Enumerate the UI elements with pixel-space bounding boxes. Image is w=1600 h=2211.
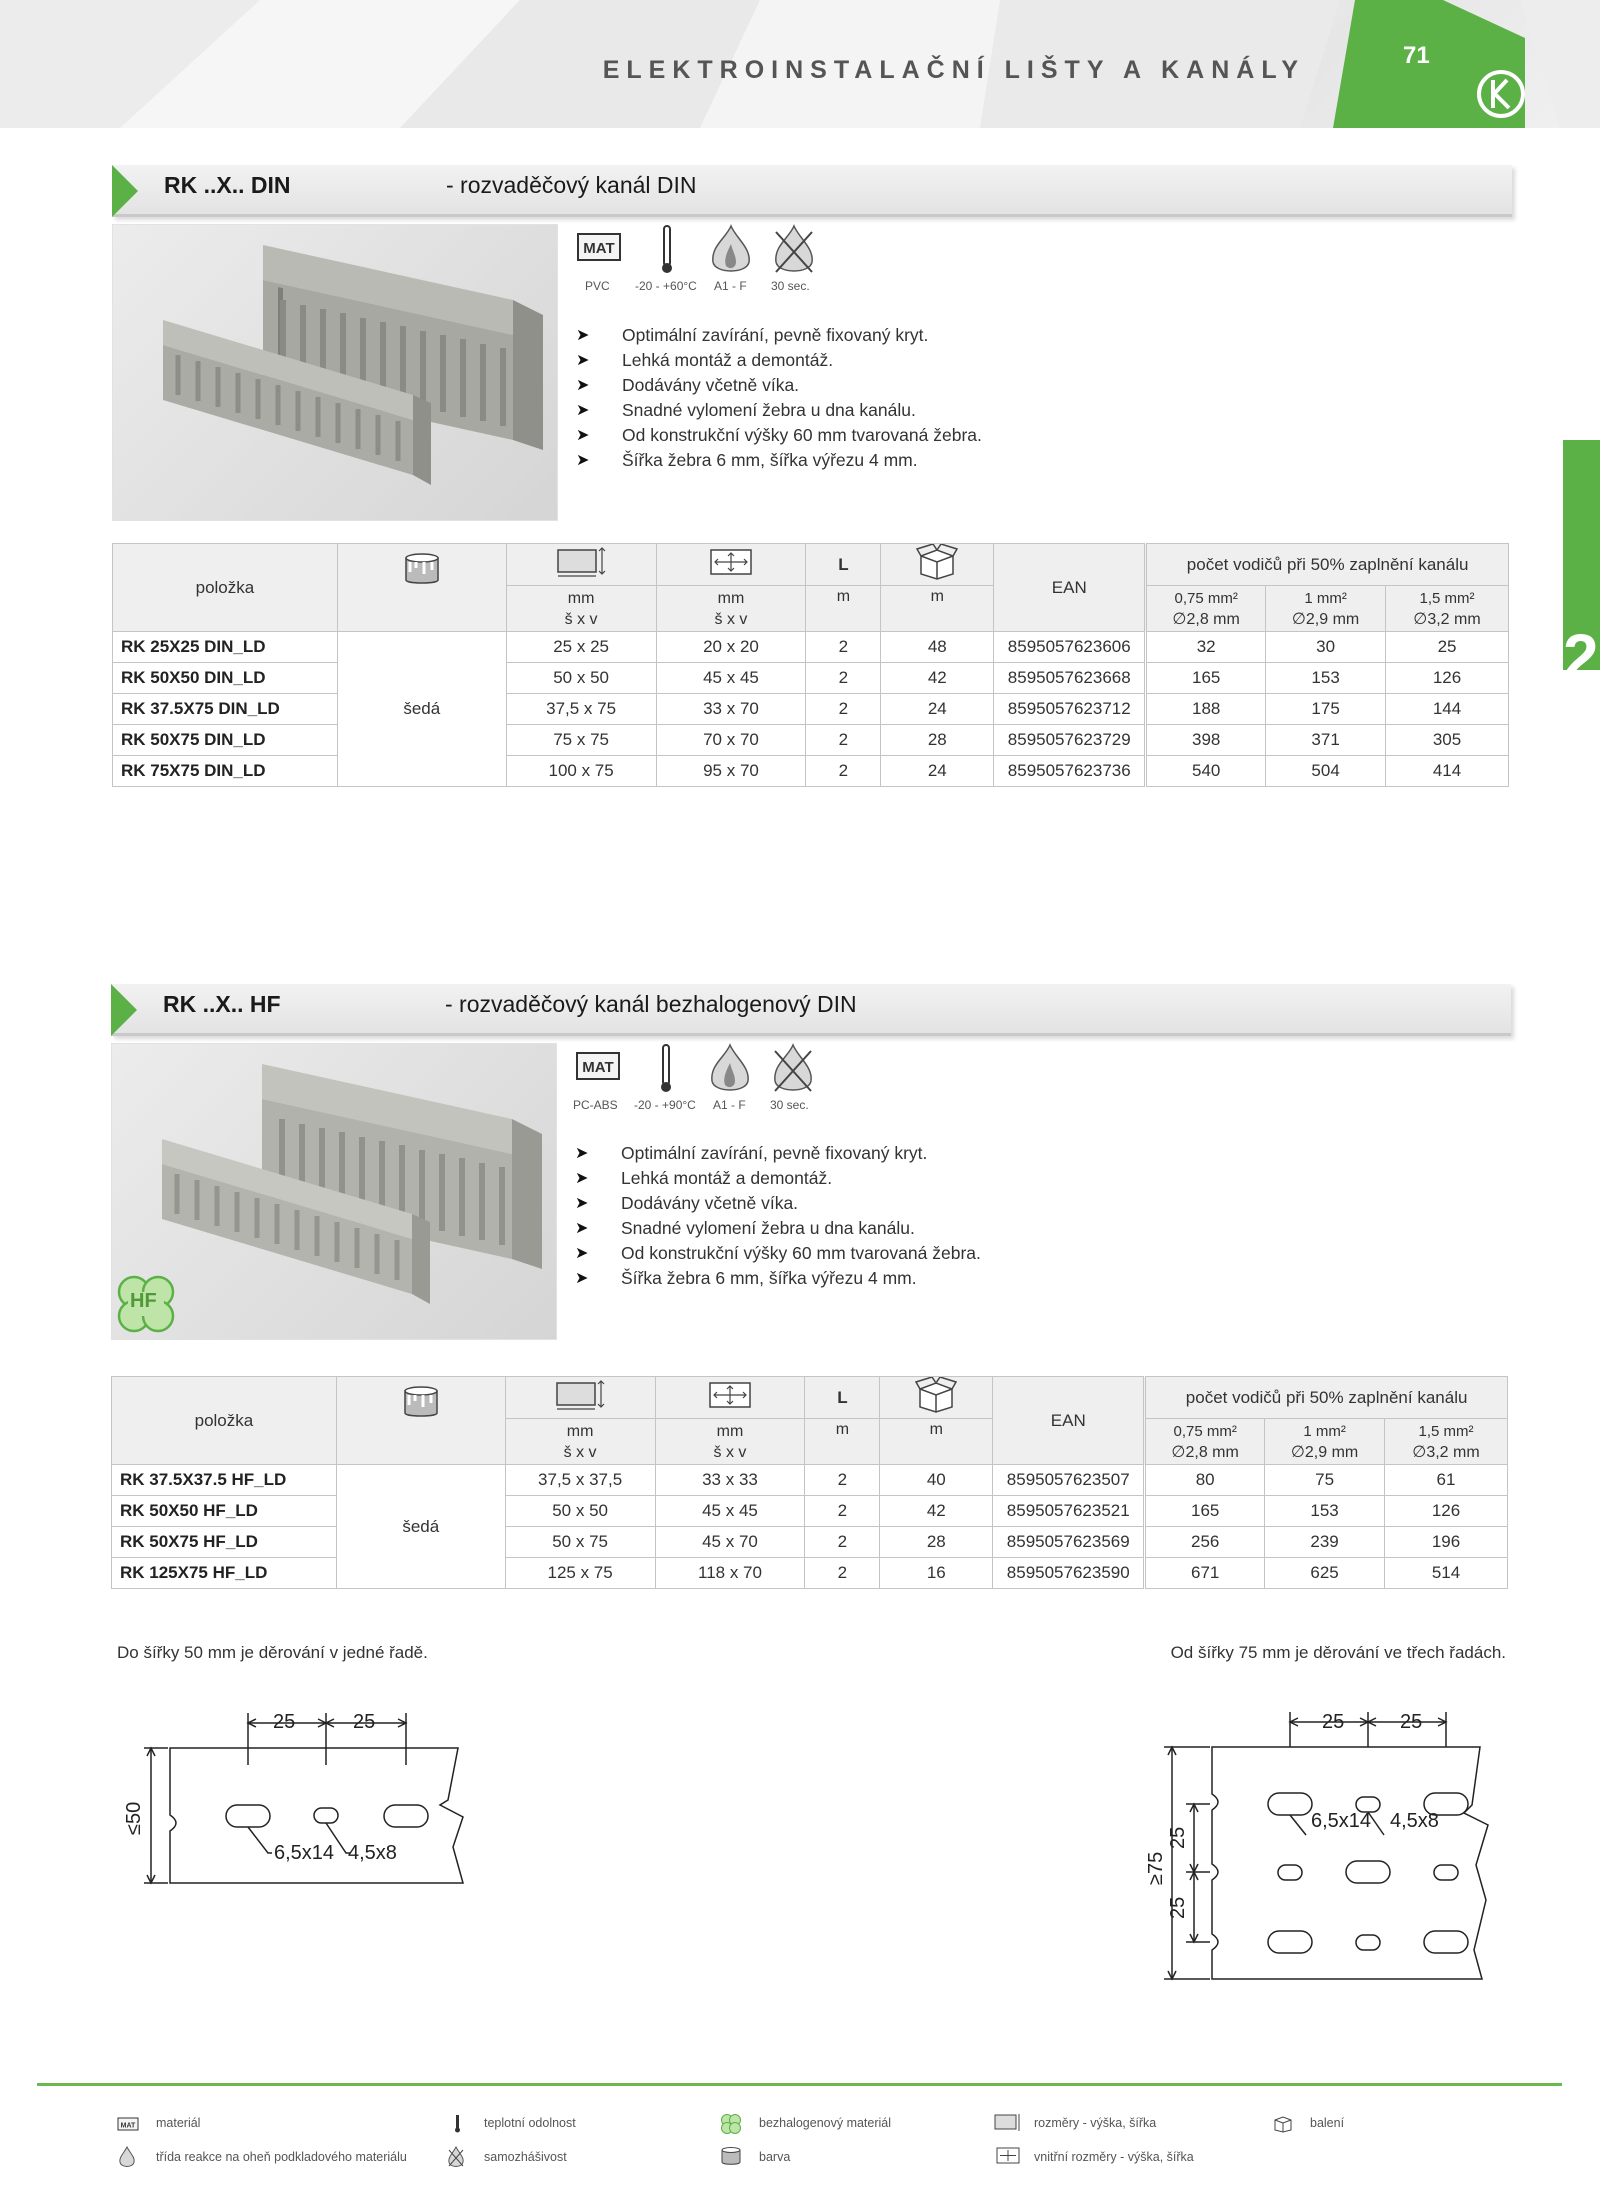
mat-icon bbox=[578, 234, 620, 260]
chapter-tab-number: 2 bbox=[1563, 621, 1599, 693]
table-row: RK 50X75 DIN_LD 75 x 75 70 x 70 2 28 8595057623729 398 371 305 bbox=[113, 725, 1509, 756]
color-value: šedá bbox=[336, 1465, 505, 1589]
col-header-conductors: počet vodičů při 50% zaplnění kanálu bbox=[1146, 544, 1509, 586]
col-header-conductors: počet vodičů při 50% zaplnění kanálu bbox=[1145, 1377, 1508, 1419]
col-header-length-unit: m bbox=[805, 1419, 880, 1465]
section-description: - rozvaděčový kanál bezhalogenový DIN bbox=[445, 991, 857, 1017]
package-icon bbox=[880, 1377, 993, 1419]
svg-text:MAT: MAT bbox=[120, 2122, 136, 2130]
self-extinguish-icon bbox=[776, 226, 812, 272]
page-number-tab bbox=[1333, 0, 1533, 128]
icon-caption-fire-class: A1 - F bbox=[713, 1098, 746, 1112]
inner-dimensions-icon bbox=[655, 1377, 805, 1419]
list-item: ➤ Od konstrukční výšky 60 mm tvarovaná žebra. bbox=[576, 423, 982, 448]
col-header-c3: 1,5 mm² ∅3,2 mm bbox=[1386, 586, 1509, 632]
feature-list bbox=[575, 1141, 981, 1291]
hole-label: 4,5x8 bbox=[348, 1842, 397, 1864]
inner-dimensions-icon bbox=[656, 544, 806, 586]
note-left: Do šířky 50 mm je děrování v jedné řadě. bbox=[117, 1643, 428, 1662]
table-row: RK 75X75 DIN_LD 100 x 75 95 x 70 2 24 8595057623736 540 504 414 bbox=[113, 756, 1509, 787]
height-label: ≤50 bbox=[123, 1801, 145, 1835]
property-icons bbox=[576, 224, 826, 276]
table-row: RK 50X50 DIN_LD 50 x 50 45 x 45 2 42 8595057623668 165 153 126 bbox=[113, 663, 1509, 694]
icon-caption-temperature: -20 - +90°C bbox=[634, 1098, 696, 1112]
self-extinguish-icon bbox=[447, 2146, 465, 2168]
legend-label: rozměry - výška, šířka bbox=[1034, 2116, 1157, 2130]
svg-text:MAT: MAT bbox=[582, 1059, 614, 1076]
list-item: ➤ Od konstrukční výšky 60 mm tvarovaná žebra. bbox=[575, 1241, 981, 1266]
dim-label: 25 bbox=[1322, 1711, 1345, 1733]
property-icons bbox=[575, 1043, 825, 1095]
mat-icon bbox=[577, 1053, 619, 1079]
outer-dimensions-icon bbox=[994, 2113, 1022, 2133]
package-icon bbox=[881, 544, 994, 586]
hole-label: 6,5x14 bbox=[274, 1842, 335, 1864]
col-header-length-unit: m bbox=[806, 586, 881, 632]
flame-icon bbox=[118, 2146, 136, 2168]
legend-label: teplotní odolnost bbox=[484, 2116, 576, 2130]
col-header-outer-unit: mm š x v bbox=[506, 586, 656, 632]
cable-duct-illustration bbox=[113, 225, 558, 521]
table-row: RK 25X25 DIN_LD šedá 25 x 25 20 x 20 2 48 8595057623606 32 30 25 bbox=[113, 632, 1509, 663]
dim-label: 25 bbox=[1400, 1711, 1423, 1733]
perforation-drawing-single-row bbox=[118, 1695, 478, 1895]
dim-label: 25 bbox=[273, 1711, 296, 1733]
halogen-free-icon bbox=[720, 2113, 742, 2135]
icon-caption-temperature: -20 - +60°C bbox=[635, 279, 697, 293]
icon-caption-material: PC-ABS bbox=[573, 1098, 618, 1112]
color-value: šedá bbox=[337, 632, 506, 787]
col-header-pack-unit: m bbox=[881, 586, 994, 632]
list-item: ➤ Lehká montáž a demontáž. bbox=[576, 348, 982, 373]
col-header-c2: 1 mm² ∅2,9 mm bbox=[1266, 586, 1386, 632]
self-extinguish-icon bbox=[775, 1045, 811, 1091]
col-header-pack-unit: m bbox=[880, 1419, 993, 1465]
inner-dimensions-icon bbox=[996, 2147, 1020, 2165]
col-header-inner-unit: mm š x v bbox=[655, 1419, 805, 1465]
product-photo-hf bbox=[111, 1043, 557, 1340]
thermometer-icon bbox=[662, 226, 672, 273]
list-item: ➤ Optimální zavírání, pevně fixovaný kryt. bbox=[575, 1141, 981, 1166]
legend-label: vnitřní rozměry - výška, šířka bbox=[1034, 2150, 1194, 2164]
height-label: ≥75 bbox=[1145, 1851, 1167, 1885]
legend-label: samozhášivost bbox=[484, 2150, 567, 2164]
color-icon bbox=[336, 1377, 505, 1465]
col-header-outer-unit: mm š x v bbox=[505, 1419, 655, 1465]
list-item: ➤ Šířka žebra 6 mm, šířka výřezu 4 mm. bbox=[576, 448, 982, 473]
legend-label: materiál bbox=[156, 2116, 201, 2130]
icon-caption-self-extinguish: 30 sec. bbox=[770, 1098, 809, 1112]
list-item: ➤ Dodávány včetně víka. bbox=[576, 373, 982, 398]
dim-label: 25 bbox=[353, 1711, 376, 1733]
table-row: RK 50X75 HF_LD 50 x 75 45 x 70 2 28 8595057623569 256 239 196 bbox=[112, 1527, 1508, 1558]
outer-dimensions-icon bbox=[505, 1377, 655, 1419]
legend-label: bezhalogenový materiál bbox=[759, 2116, 892, 2130]
spec-table-hf bbox=[111, 1376, 1508, 1589]
table-row: RK 37.5X37.5 HF_LD šedá 37,5 x 37,5 33 x 33 2 40 8595057623507 80 75 61 bbox=[112, 1465, 1508, 1496]
list-item: ➤ Snadné vylomení žebra u dna kanálu. bbox=[575, 1216, 981, 1241]
section-code: RK ..X.. DIN bbox=[164, 172, 291, 198]
svg-text:MAT: MAT bbox=[583, 240, 615, 257]
icon-caption-fire-class: A1 - F bbox=[714, 279, 747, 293]
color-icon bbox=[720, 2146, 742, 2166]
perforation-drawing-triple-row bbox=[1136, 1695, 1508, 1995]
list-item: ➤ Lehká montáž a demontáž. bbox=[575, 1166, 981, 1191]
col-header-item: položka bbox=[112, 1377, 337, 1465]
section-description: - rozvaděčový kanál DIN bbox=[446, 172, 697, 198]
list-item: ➤ Dodávány včetně víka. bbox=[575, 1191, 981, 1216]
hole-label: 4,5x8 bbox=[1390, 1810, 1439, 1832]
section-arrow-icon bbox=[112, 165, 138, 217]
col-header-item: položka bbox=[113, 544, 338, 632]
section-arrow-icon bbox=[111, 984, 137, 1036]
dim-label: 25 bbox=[1167, 1826, 1189, 1849]
cable-duct-illustration bbox=[112, 1044, 557, 1340]
product-photo-din bbox=[112, 224, 558, 521]
col-header-length: L bbox=[805, 1377, 880, 1419]
list-item: ➤ Snadné vylomení žebra u dna kanálu. bbox=[576, 398, 982, 423]
color-icon bbox=[337, 544, 506, 632]
thermometer-icon bbox=[661, 1045, 671, 1092]
section-code: RK ..X.. HF bbox=[163, 991, 281, 1017]
col-header-length: L bbox=[806, 544, 881, 586]
legend-label: třída reakce na oheň podkladového materiálu bbox=[156, 2150, 407, 2164]
list-item: ➤ Šířka žebra 6 mm, šířka výřezu 4 mm. bbox=[575, 1266, 981, 1291]
feature-list bbox=[576, 323, 982, 473]
legend-label: balení bbox=[1310, 2116, 1345, 2130]
col-header-c1: 0,75 mm² ∅2,8 mm bbox=[1145, 1419, 1265, 1465]
header-title: ELEKTROINSTALAČNÍ LIŠTY A KANÁLY bbox=[602, 56, 1305, 84]
icon-caption-material: PVC bbox=[585, 279, 610, 293]
dim-label: 25 bbox=[1167, 1896, 1189, 1919]
hf-badge-label: HF bbox=[130, 1290, 157, 1312]
col-header-c1: 0,75 mm² ∅2,8 mm bbox=[1146, 586, 1266, 632]
list-item: ➤ Optimální zavírání, pevně fixovaný kryt. bbox=[576, 323, 982, 348]
spec-table-din bbox=[112, 543, 1509, 787]
table-row: RK 125X75 HF_LD 125 x 75 118 x 70 2 16 8595057623590 671 625 514 bbox=[112, 1558, 1508, 1589]
footer-divider bbox=[37, 2083, 1562, 2086]
thermometer-icon bbox=[454, 2114, 462, 2134]
page-number: 71 bbox=[1403, 42, 1430, 69]
flame-icon bbox=[713, 226, 749, 271]
outer-dimensions-icon bbox=[506, 544, 656, 586]
col-header-ean: EAN bbox=[994, 544, 1146, 632]
flame-icon bbox=[712, 1045, 748, 1090]
section-title-bar-din bbox=[112, 165, 1512, 217]
hole-label: 6,5x14 bbox=[1311, 1810, 1372, 1832]
col-header-ean: EAN bbox=[993, 1377, 1145, 1465]
table-row: RK 50X50 HF_LD 50 x 50 45 x 45 2 42 8595057623521 165 153 126 bbox=[112, 1496, 1508, 1527]
legend-label: barva bbox=[759, 2150, 791, 2164]
package-icon bbox=[1272, 2113, 1294, 2133]
col-header-inner-unit: mm š x v bbox=[656, 586, 806, 632]
table-row: RK 37.5X75 DIN_LD 37,5 x 75 33 x 70 2 24 8595057623712 188 175 144 bbox=[113, 694, 1509, 725]
col-header-c3: 1,5 mm² ∅3,2 mm bbox=[1385, 1419, 1508, 1465]
note-right: Od šířky 75 mm je děrování ve třech řadách. bbox=[1170, 1643, 1506, 1662]
icon-caption-self-extinguish: 30 sec. bbox=[771, 279, 810, 293]
mat-icon bbox=[117, 2117, 139, 2131]
col-header-c2: 1 mm² ∅2,9 mm bbox=[1265, 1419, 1385, 1465]
